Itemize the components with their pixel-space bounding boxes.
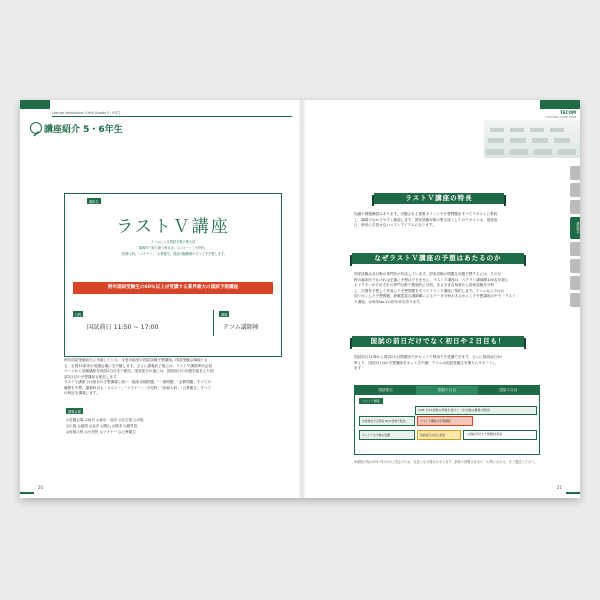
header-bar <box>20 100 50 109</box>
page-number-left: 20 <box>38 485 44 490</box>
schedule-col-3: 国試２日目 <box>478 386 539 395</box>
section-3-text <box>354 355 554 372</box>
left-page <box>20 100 302 498</box>
course-sub-3: 「産婦人科」「マイナー」「公衆衛生」国試出題範囲のすべてを予想します。 <box>119 252 227 256</box>
text-line: 野の臨床医でなければ正確に予想はできません。ラストＶ講座は、ベテラン講師陣100名を超え <box>354 277 509 282</box>
section-title: 講座紹介 5・6年生 <box>44 125 123 135</box>
text-line: るドクターがそれぞれの専門分野で徹底的に分析。まさきまな角度から国家試験を分析 <box>354 283 495 288</box>
schedule-row-4b: 国試前日の夜に配信 <box>417 430 461 440</box>
section-1-text <box>354 212 554 229</box>
footer-bar <box>20 492 34 494</box>
schedule-diagram <box>354 385 540 455</box>
side-tab[interactable] <box>570 276 580 290</box>
section-ribbon-1: ラストＶ講座の特長 <box>374 193 504 204</box>
footnote: ※講座日程は2017年12月に決定のため、変更になる場合があります。最新の情報は巻末の「お問い合わせ」をご確認ください。 <box>354 460 538 464</box>
schedule-row-2: LIVE 全11会場の実時を受けて（生中継の講義の配信） <box>415 406 537 415</box>
date-value: 国試前日 11:50 ~ 17:00 <box>87 324 159 331</box>
section-ribbon-3: 国試の前日だけでなく初日や２日目も！ <box>352 336 524 347</box>
date-tag: 日程 <box>75 312 82 317</box>
side-tab[interactable] <box>570 293 580 307</box>
text-line: 国試前日11時から国試2日目問題までがセットで利用でき受講できます。さらに国試前日20 <box>354 355 502 359</box>
page-number-right: 21 <box>556 485 562 490</box>
schedule-row-1: ラストＶ講座 <box>359 398 383 404</box>
venues-line-2: ◎広島 ◎福岡 ◎金沢 ◎岡山 ◎熊本 ◎鹿児島 <box>66 424 138 428</box>
schedule-row-4a: ネットで生中継の受講 <box>359 430 415 440</box>
body-line: 例年国試受験前日に実施している、全巻可能型の国試試験予想講座。国試受験会場地とも <box>64 358 208 362</box>
course-title: ラストＶ講座 <box>116 217 230 237</box>
right-page <box>302 100 580 498</box>
header-text: Lecture Introduction 5-6th Grades 5・6年生 <box>52 111 121 115</box>
promo-banner: 例年国試受験生の60％以上が受講する業界最大の国試予想講座 <box>73 282 273 294</box>
body-line: 範囲を予想。講義科目も「メジャー」「マイナー」「小児科」「産婦人科」「公衆衛生」すべて <box>64 385 212 390</box>
side-tab[interactable] <box>570 259 580 273</box>
course-sub-1: テコムによる国試予想の集大成 <box>150 240 196 244</box>
pencil-icon <box>30 122 42 134</box>
header-bar-right <box>540 100 580 109</box>
text-line: Ｖ講座」は毎年No.1の的中率を誇ります。 <box>354 299 424 304</box>
schedule-row-3a: 会場参加予定教室 8/11会場で配信 <box>359 416 415 426</box>
schedule-col-2: 国試１日目 <box>416 386 477 395</box>
brand-text: TECOM <box>560 110 576 115</box>
magazine-spread <box>20 100 580 498</box>
card-divider <box>213 310 214 336</box>
teacher-tag: 講師 <box>221 312 228 317</box>
body-line: る、全国11都市の受講会場に生中継します。さらに講義終了後には、ラストＶ講座専用会員 <box>64 363 212 368</box>
schedule-row-3b: ラストＶ講座の予想講座 <box>417 416 473 426</box>
text-line: 時より、国試2日目の予想講座をネット生中継！テコムは国試受験生を強力にサポートし <box>354 360 497 365</box>
text-line: 知識や問題練習はあります。出題される重要ポイントや予想問題をすべてテキストに集約 <box>354 212 498 216</box>
body-line: 試2日目の予想講座も配信します。 <box>64 374 120 379</box>
venues-tag: 講義会場 <box>68 409 81 414</box>
footer-bar-right <box>566 492 580 494</box>
course-sub-2: 講義内で取り扱う科目は「メジャー」「小児科」 <box>138 246 208 250</box>
side-tab-active[interactable]: 講座紹介 <box>570 217 580 239</box>
text-line: し、次期を予想して作成した予想問題をすべてラストＶ講座に集約します。テコムならではの <box>354 288 505 293</box>
card-tag: 講座名 <box>89 199 99 204</box>
text-line: 日、使用に手放せないマストアイテムになります。 <box>354 223 436 228</box>
body-line: の科目を講義します。 <box>64 391 100 396</box>
teacher-value: テコム講師陣 <box>223 324 259 331</box>
brand-sub: LECTURE GUIDE 2018 <box>545 115 576 119</box>
side-tab[interactable] <box>570 200 580 214</box>
text-line: し、講義でわかりやすく解説します。国家試験対策の集大成としてのテキストは、国試前 <box>354 217 498 222</box>
body-text <box>64 358 284 397</box>
course-card <box>64 193 282 357</box>
side-tab[interactable] <box>570 166 580 180</box>
venues-line-3: ◎産婦人科 ◎小児科 ◎マイナー ◎公衆衛生 <box>66 430 136 434</box>
classroom-photo <box>484 120 580 158</box>
body-line: ラストＶ講座では独自の予想講義と独い「臨床実地問題」「一般問題」「必修問題」すべての <box>64 380 212 385</box>
schedule-row-4c: ＊試験全科目の予想講座を配信 <box>463 430 537 440</box>
schedule-header <box>355 386 539 395</box>
venues-line-1: ◎札幌会場 ◎仙台 ◎東京・品川 ◎名古屋 ◎大阪 <box>66 418 144 422</box>
text-line: 国家試験は各分野の専門医が作成しています。国家試験の問題を出題予想するには、その分 <box>354 272 502 276</box>
side-tab[interactable] <box>570 183 580 197</box>
text-line: 知り尽くした予想問題、経験豊富な講師陣によるデータ分析があるからこそ予想講座の中で「ラスト <box>354 294 516 299</box>
section-ribbon-2: なぜラストＶ講座の予想はあたるのか <box>352 253 524 264</box>
header-rule <box>52 116 292 117</box>
schedule-col-1: 国試前日 <box>355 386 416 395</box>
body-line: ページから試験講座を国試2日目まで配信。国試前日の夜には、国試前日の出題を踏まえた国 <box>64 369 214 374</box>
section-2-text <box>354 272 554 305</box>
text-line: ます！ <box>354 366 365 371</box>
side-tab[interactable] <box>570 242 580 256</box>
